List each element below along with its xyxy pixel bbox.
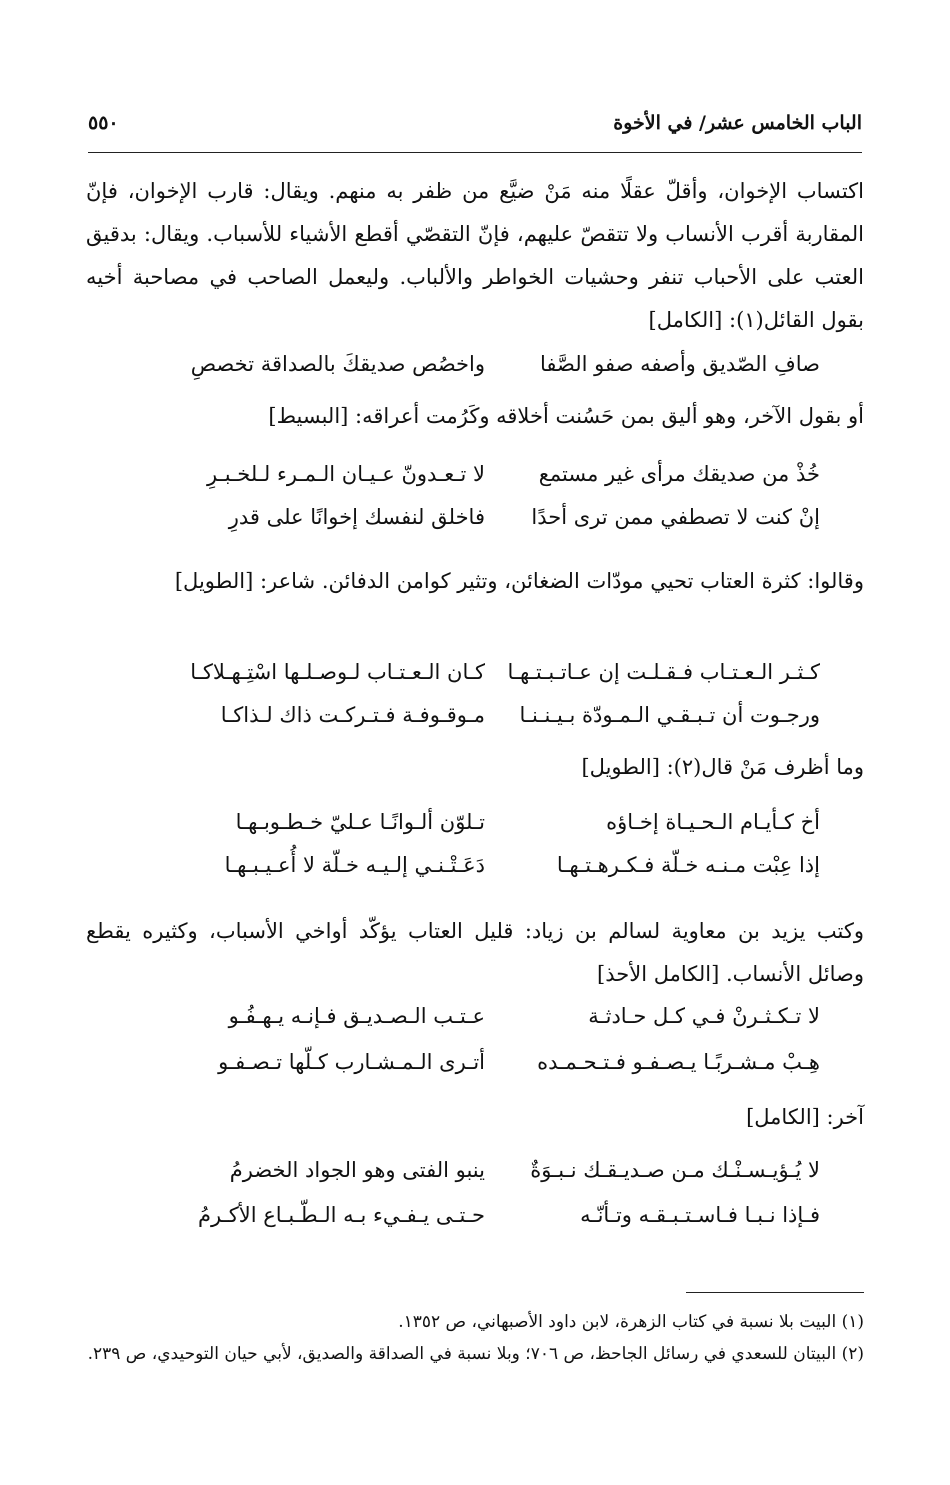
first-hemistich: لا تـكـثـرنْ فـي كـل حـادثـة [588,1004,820,1028]
verse-line-2 [130,462,820,506]
second-hemistich: فاخلق لنفسك إخوانًا على قدرِ [228,505,485,529]
verse-line-8 [130,1004,820,1048]
first-hemistich: إنْ كنت لا تصطفي ممن ترى أحدًا [531,505,820,529]
first-hemistich: خُذْ من صديقك مرأى غير مستمع [538,462,820,486]
verse-line-1 [130,352,820,396]
page-number: ٥٥٠ [88,112,119,134]
first-hemistich: فـإذا نـبـا فـاسـتـبـقـه وتـأنّـه [580,1203,820,1227]
footnote-divider [686,1292,864,1293]
second-hemistich: كـان الـعـتـاب لـوصـلـها اسْتِـهـلاكـا [190,660,485,684]
footnotes [86,1306,864,1370]
first-hemistich: صافِ الصّديق وأصفه صفو الصَّفا [540,352,820,376]
second-hemistich: واخصُص صديقكَ بالصداقة تخصصِ [190,352,485,376]
verse-line-5 [130,703,820,747]
verse-line-3 [130,505,820,549]
second-hemistich: مـوقـوفـة فـتـركـت ذاك لـذاكـا [220,703,485,727]
first-hemistich: أخ كـأيـام الـحـيـاة إخـاؤه [606,810,820,834]
paragraph-2 [86,560,864,603]
paragraph-text: وقالوا: كثرة العتاب تحيي مودّات الضغائن، وتثير كوامن الدفائن. شاعر: [الطويل] [174,569,864,593]
paragraph-3 [86,910,864,996]
header-divider [88,152,862,153]
verse-intro-4: آخر: [الكامل] [746,1105,864,1129]
first-hemistich: كـثـر الـعـتـاب فـقـلـت إن عـاتـبـتـهـا [507,660,820,684]
second-hemistich: أتـرى الـمـشـارب كـلّها تـصـفـو [218,1050,485,1074]
verse-line-4 [130,660,820,704]
paragraph-text: وكتب يزيد بن معاوية لسالم بن زياد: قليل العتاب يؤكّد أواخي الأسباب، وكثيره يقطع وصائل الأنساب. [الكامل الأحذ] [86,919,864,986]
footnote-1: (١) البيت بلا نسبة في كتاب الزهرة، لابن داود الأصبهاني، ص ١٣٥٢. [398,1312,864,1332]
verse-intro-2: أو بقول الآخر، وهو أليق بمن حَسُنت أخلاقه وكَرُمت أعراقه: [البسيط] [268,404,864,428]
chapter-title: الباب الخامس عشر/ في الأخوة [613,112,862,134]
verse-line-9 [130,1050,820,1094]
verse-line-7 [130,853,820,897]
first-hemistich: هِـبْ مـشـربًـا يـصـفـو فـتـحـمـده [537,1050,820,1074]
second-hemistich: دَعَـتْـنـي إلـيـه خـلّة لا أُعـيـبـهـا [224,853,485,877]
running-header [88,112,862,152]
verse-line-6 [130,810,820,854]
second-hemistich: عـتـب الـصـديـق فـإنـه يـهـفُـو [228,1004,485,1028]
second-hemistich: تـلوّن ألـوانًـا عـليّ خـطـوبـهـا [235,810,485,834]
first-hemistich: لا يُـؤيـسـنْـك مـن صـديـقـك نـبـوَةٌ [530,1158,820,1182]
verse-line-11 [130,1203,820,1247]
paragraph-text: اكتساب الإخوان، وأقلّ عقلًا منه مَنْ ضيَّع من ظفر به منهم. ويقال: قارب الإخوان، فإنّ المقاربة أقرب الأنساب ولا تتقصّ عليهم، فإنّ التقصّي أقطع الأشياء للأسباب. ويقال: بدقيق العتب على الأحباب تنفر وحشيات الخواطر والألباب. وليعمل الصاحب في مصاحبة أخيه بقول القائل(١): [الكامل] [86,179,864,332]
first-hemistich: ورجـوت أن تـبـقـي الـمـودّة بـيـنـنـا [519,703,820,727]
paragraph-1 [86,170,864,342]
first-hemistich: إذا عِبْت مـنـه خـلّة فـكـرهـتـهـا [556,853,820,877]
second-hemistich: ينبو الفتى وهو الجواد الخضرمُ [229,1158,485,1182]
second-hemistich: حـتـى يـفـيء بـه الـطّـبـاع الأكـرمُ [198,1203,485,1227]
verse-intro-3: وما أظرف مَنْ قال(٢): [الطويل] [581,755,864,779]
footnote-2: (٢) البيتان للسعدي في رسائل الجاحظ، ص ٧٠٦؛ وبلا نسبة في الصداقة والصديق، لأبي حيان التوحيدي، ص ٢٣٩. [87,1344,864,1364]
verse-line-10 [130,1158,820,1202]
second-hemistich: لا تـعـدونّ عـيـان الـمـرء لـلخـبـرِ [207,462,485,486]
